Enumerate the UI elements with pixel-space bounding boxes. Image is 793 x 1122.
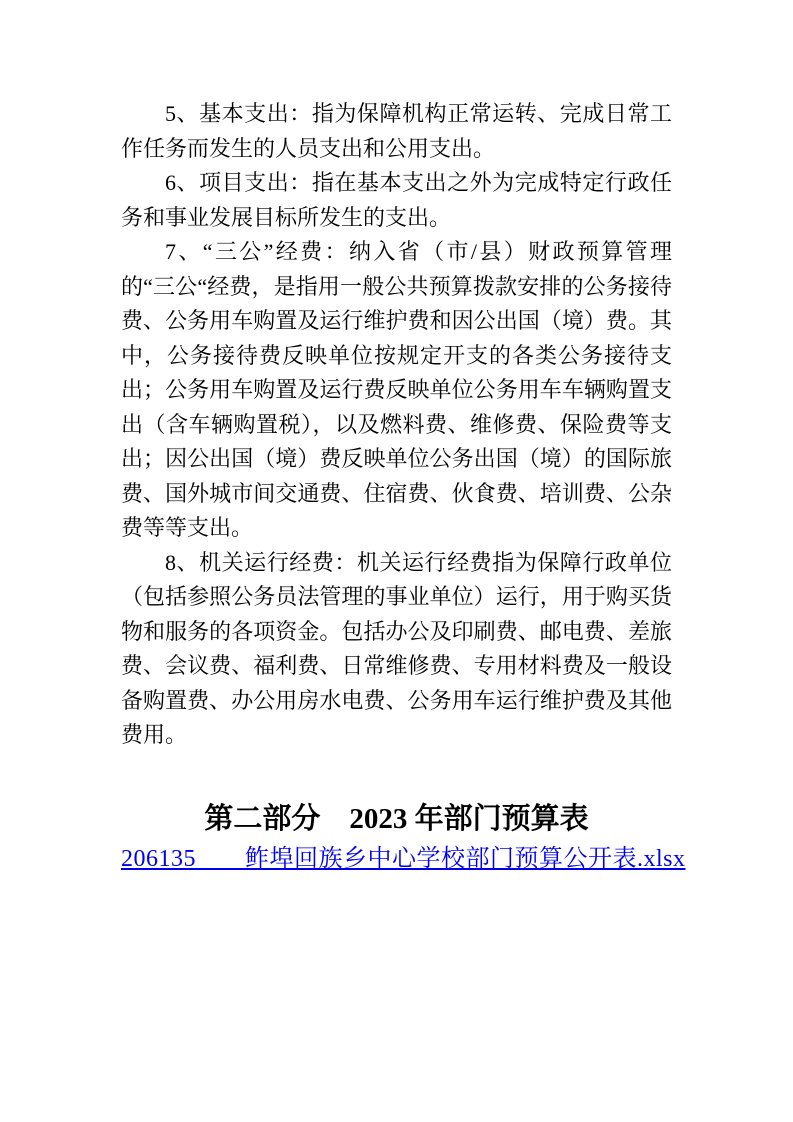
paragraph-project-expenditure: 6、项目支出：指在基本支出之外为完成特定行政任务和事业发展目标所发生的支出。 [121,170,672,230]
paragraph-basic-expenditure: 5、基本支出：指为保障机构正常运转、完成日常工作任务而发生的人员支出和公用支出。 [121,101,672,161]
paragraph-agency-operating-funds: 8、机关运行经费：机关运行经费指为保障行政单位（包括参照公务员法管理的事业单位）运行，用于购买货物和服务的各项资金。包括办公及印刷费、邮电费、差旅费、会议费、福利费、日常维修费、专用材料费及一般设备购置费、办公用房水电费、公务用车运行维护费及其他费用。 [121,549,672,747]
section-heading-part-two-budget-tables: 第二部分 2023 年部门预算表 [204,802,589,835]
document-content [121,97,686,878]
budget-table-xlsx-link[interactable]: 206135 鲊埠回族乡中心学校部门预算公开表.xlsx [121,845,686,872]
attachment-link-line [121,840,686,878]
paragraph-three-public-funds: 7、“三公”经费：纳入省（市/县）财政预算管理的“三公“经费，是指用一般公共预算拨款安排的公务接待费、公务用车购置及运行维护费和因公出国（境）费。其中，公务接待费反映单位按规定开支的各类公务接待支出；公务用车购置及运行费反映单位公务用车车辆购置支出（含车辆购置税），以及燃料费、维修费、保险费等支出；因公出国（境）费反映单位公务出国（境）的国际旅费、国外城市间交通费、住宿费、伙食费、培训费、公杂费等等支出。 [121,239,672,540]
